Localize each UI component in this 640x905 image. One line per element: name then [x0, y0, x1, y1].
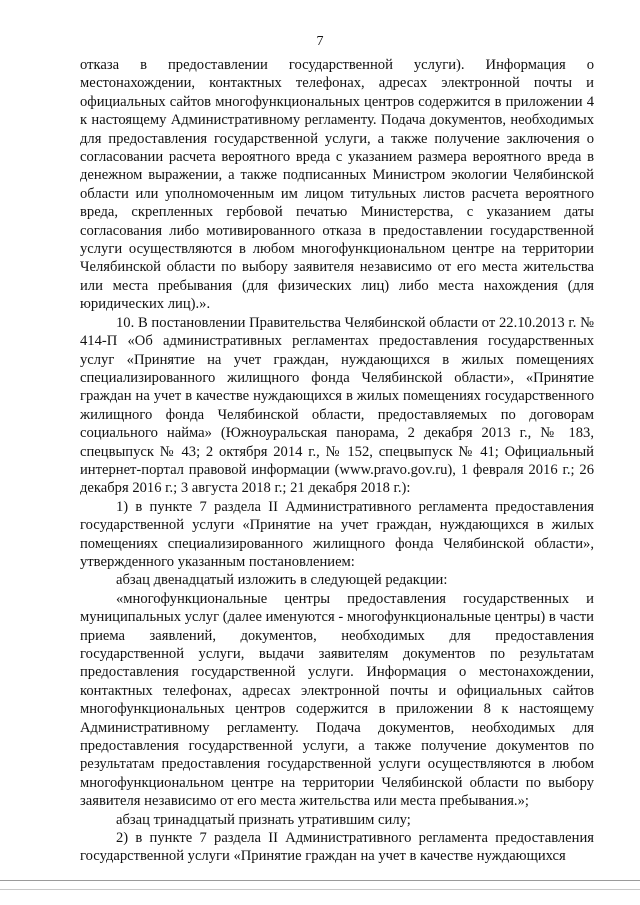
page-bottom-rule — [0, 880, 640, 881]
paragraph-new-wording: «многофункциональные центры предоставления государственных и муниципальных услуг (далее именуются - многофункциональные центры) в части приема заявлений, документов, необходимых для предоставления государственной услуги, выдачи заявителям документов по результатам предоставления государственной услуги. Информация о местонахождении, контактных телефонах, адресах электронной почты и официальных сайтов многофункциональных центров содержится в приложении 8 к настоящему Административному регламенту. Подача документов, необходимых для предоставления государственной услуги, а также получение документов по результатам предоставления государственной услуги осуществляются в любом многофункциональном центре на территории Челябинской области по выбору заявителя независимо от его места жительства или места пребывания.»; — [80, 590, 594, 810]
paragraph-instruction-12: абзац двенадцатый изложить в следующей редакции: — [116, 572, 448, 589]
paragraph-instruction-13: абзац тринадцатый признать утратившим силу; — [116, 811, 411, 828]
paragraph-subitem-1: 1) в пункте 7 раздела II Административного регламента предоставления государственной услуги «Принятие на учет граждан, нуждающихся в жилых помещениях специализированного жилищного фонда Челябинской области», утвержденного указанным постановлением: — [80, 498, 594, 570]
page-bottom-rule-secondary — [0, 889, 640, 890]
document-body — [80, 56, 594, 866]
page-number: 7 — [316, 34, 324, 49]
paragraph-continuation: отказа в предоставлении государственной услуги). Информация о местонахождении, контактных телефонах, адресах электронной почты и официальных сайтов многофункциональных центров содержится в приложении 4 к настоящему Административному регламенту. Подача документов, необходимых для предоставления государственной услуги, а также получение заключения о согласовании расчета вероятного вреда с указанием размера вероятного вреда в денежном выражении, а также подписанных Министром экологии Челябинской области или уполномоченным им лицом титульных листов расчета вероятного вреда, скрепленных гербовой печатью Министерства, с указанием даты согласования либо мотивированного отказа в предоставлении государственной услуги осуществляются в любом многофункциональном центре на территории Челябинской области по выбору заявителя независимо от его места жительства или места пребывания (для физических лиц) либо места нахождения (для юридических лиц).». — [80, 57, 594, 313]
paragraph-item-10: 10. В постановлении Правительства Челябинской области от 22.10.2013 г. № 414-П «Об административных регламентах предоставления государственных услуг «Принятие на учет граждан, нуждающихся в жилых помещениях специализированного жилищного фонда Челябинской области», «Принятие граждан на учет в качестве нуждающихся в жилых помещениях государственного жилищного фонда Челябинской области, предоставляемых по договорам социального найма» (Южноуральская панорама, 2 декабря 2013 г., № 183, спецвыпуск № 43; 2 октября 2014 г., № 152, спецвыпуск № 41; Официальный интернет-портал правовой информации (www.pravo.gov.ru), 1 февраля 2016 г.; 26 декабря 2016 г.; 3 августа 2018 г.; 21 декабря 2018 г.): — [80, 314, 594, 497]
paragraph-subitem-2: 2) в пункте 7 раздела II Административного регламента предоставления государственной услуги «Принятие граждан на учет в качестве нуждающихся — [80, 830, 594, 865]
